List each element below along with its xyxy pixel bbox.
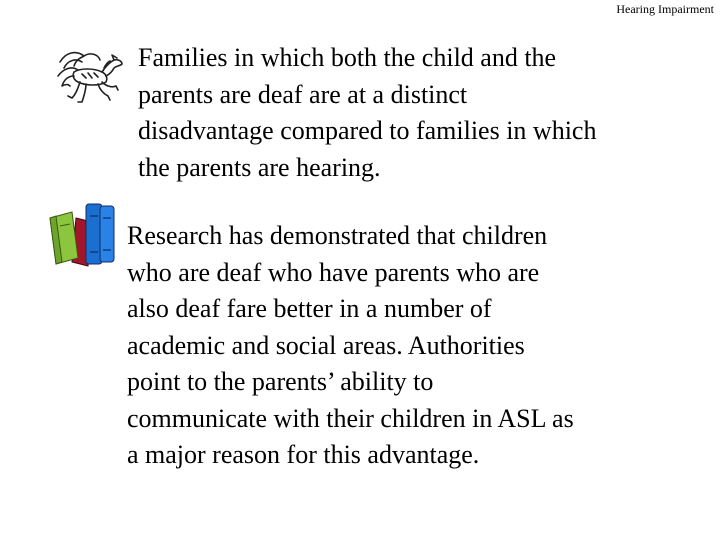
paragraph-line: Families in which both the child and the: [138, 43, 557, 72]
paragraph-research: [127, 218, 707, 474]
paragraph-line: also deaf fare better in a number of: [127, 294, 492, 323]
slide-header: Hearing Impairment: [616, 2, 714, 16]
paragraph-line: who are deaf who have parents who are: [127, 257, 540, 287]
paragraph-line: disadvantage compared to families in which: [138, 116, 597, 145]
paragraph-line: communicate with their children in ASL as: [127, 403, 574, 433]
paragraph-line: academic and social areas. Authorities: [127, 330, 525, 360]
paragraph-line: point to the parents’ ability to: [127, 367, 434, 396]
pegasus-icon: [54, 46, 126, 110]
books-icon: [46, 196, 120, 268]
paragraph-line: the parents are hearing.: [138, 152, 381, 182]
paragraph-line: parents are deaf are at a distinct: [138, 79, 468, 109]
paragraph-families: [138, 40, 714, 186]
paragraph-line: a major reason for this advantage.: [127, 440, 480, 469]
paragraph-line: Research has demonstrated that children: [127, 221, 548, 250]
